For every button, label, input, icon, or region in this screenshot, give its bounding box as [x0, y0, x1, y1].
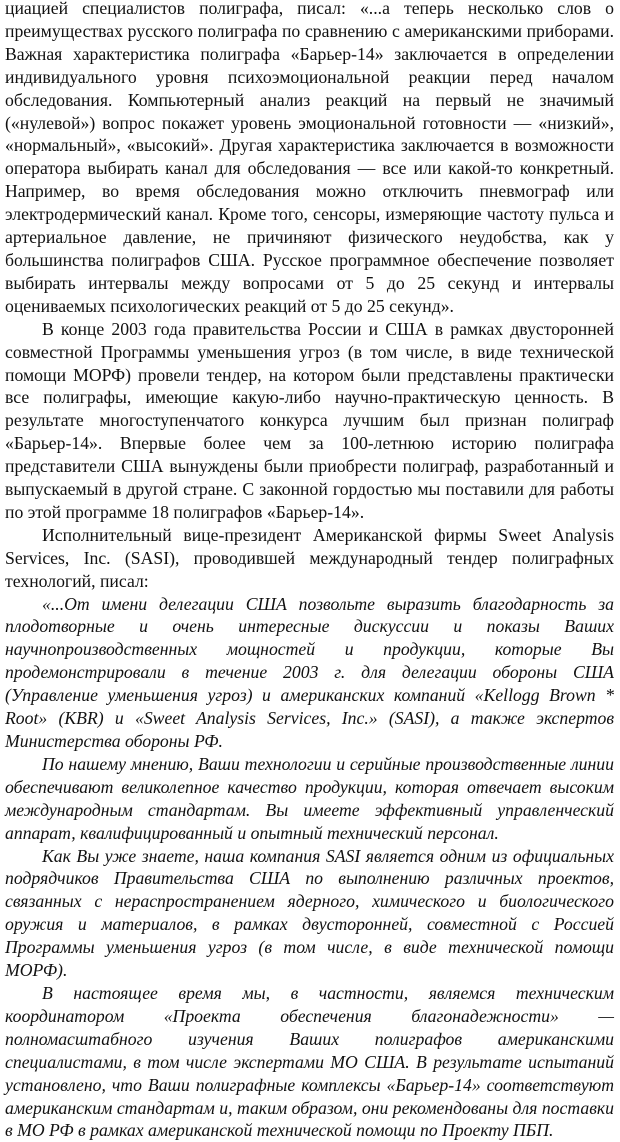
quote-paragraph-gratitude: «...От имени делегации США позвольте выразить благодарность за плодотворные и очень интересные дискуссии и показы Ваших научнопроизводственных мощностей и продукции, которые Вы продемонстрировали в течение 2003 г. для делегации обороны США (Управление уменьшения угроз) и американских компаний «Kellogg Brown * Root» (KBR) и «Sweet Analysis Services, Inc.» (SASI), а также экспертов Министерства обороны РФ.	[5, 593, 614, 751]
quote-paragraph-sasi-contractor: Как Вы уже знаете, наша компания SASI является одним из официальных подрядчиков Правительства США по выполнению различных проектов, связанных с нераспространением ядерного, химического и биологического оружия и материалов, в рамках двусторонней, совместной с Россией Программы уменьшения угроз (в том числе, в виде технической помощи МОРФ).	[5, 845, 614, 981]
quote-paragraph-technologies: По нашему мнению, Ваши технологии и серийные производственные линии обеспечивают великолепное качество продукции, которая отвечает высоким международным стандартам. Вы имеете эффективный управленческий аппарат, квалифицированный и опытный технический персонал.	[5, 753, 614, 843]
paragraph-tender-2003: В конце 2003 года правительства России и США в рамках двусторонней совместной Программы уменьшения угроз (в том числе, в виде технической помощи МОРФ) провели тендер, на котором были представлены практически все полиграфы, имеющие какую-либо научно-практическую ценность. В результате многоступенчатого конкурса лучшим был признан полиграф «Барьер-14». Впервые более чем за 100-летнюю историю полиграфа представители США вынуждены были приобрести полиграф, разработанный и выпускаемый в другой стране. С законной гордостью мы поставили для работы по этой программе 18 полиграфов «Барьер-14».	[5, 318, 614, 522]
paragraph-sasi-intro: Исполнительный вице-президент Американской фирмы Sweet Analysis Services, Inc. (SASI), проводившей международный тендер полиграфных технологий, писал:	[5, 524, 614, 591]
quote-paragraph-reliability-project: В настоящее время мы, в частности, являемся техническим координатором «Проекта обеспечения благонадежности» — полномасштабного изучения Ваших полиграфов американскими специалистами, в том числе экспертами МО США. В результате испытаний установлено, что Ваши полиграфные комплексы «Барьер-14» соответствуют американским стандартам и, таким образом, они рекомендованы для поставки в МО РФ в рамках американской технической помощи по Проекту ПБП.	[5, 982, 614, 1141]
paragraph-polygraph-advantages: циацией специалистов полиграфа, писал: «...а теперь несколько слов о преимуществах русского полиграфа по сравнению с американскими приборами. Важная характеристика полиграфа «Барьер-14» заключается в определении индивидуального уровня психоэмоциональной реакции перед началом обследования. Компьютерный анализ реакций на первый не значимый («нулевой») вопрос покажет уровень эмоциональной готовности — «низкий», «нормальный», «высокий». Другая характеристика заключается в возможности оператора выбирать канал для обследования — все или какой-то конкретный. Например, во время обследования можно отключить пневмограф или электродермический канал. Кроме того, сенсоры, измеряющие частоту пульса и артериальное давление, не причиняют физического неудобства, как у большинства полиграфов США. Русское программное обеспечение позволяет выбирать интервалы между вопросами от 5 до 25 секунд и интервалы оцениваемых психологических реакций от 5 до 25 секунд».	[5, 0, 614, 316]
